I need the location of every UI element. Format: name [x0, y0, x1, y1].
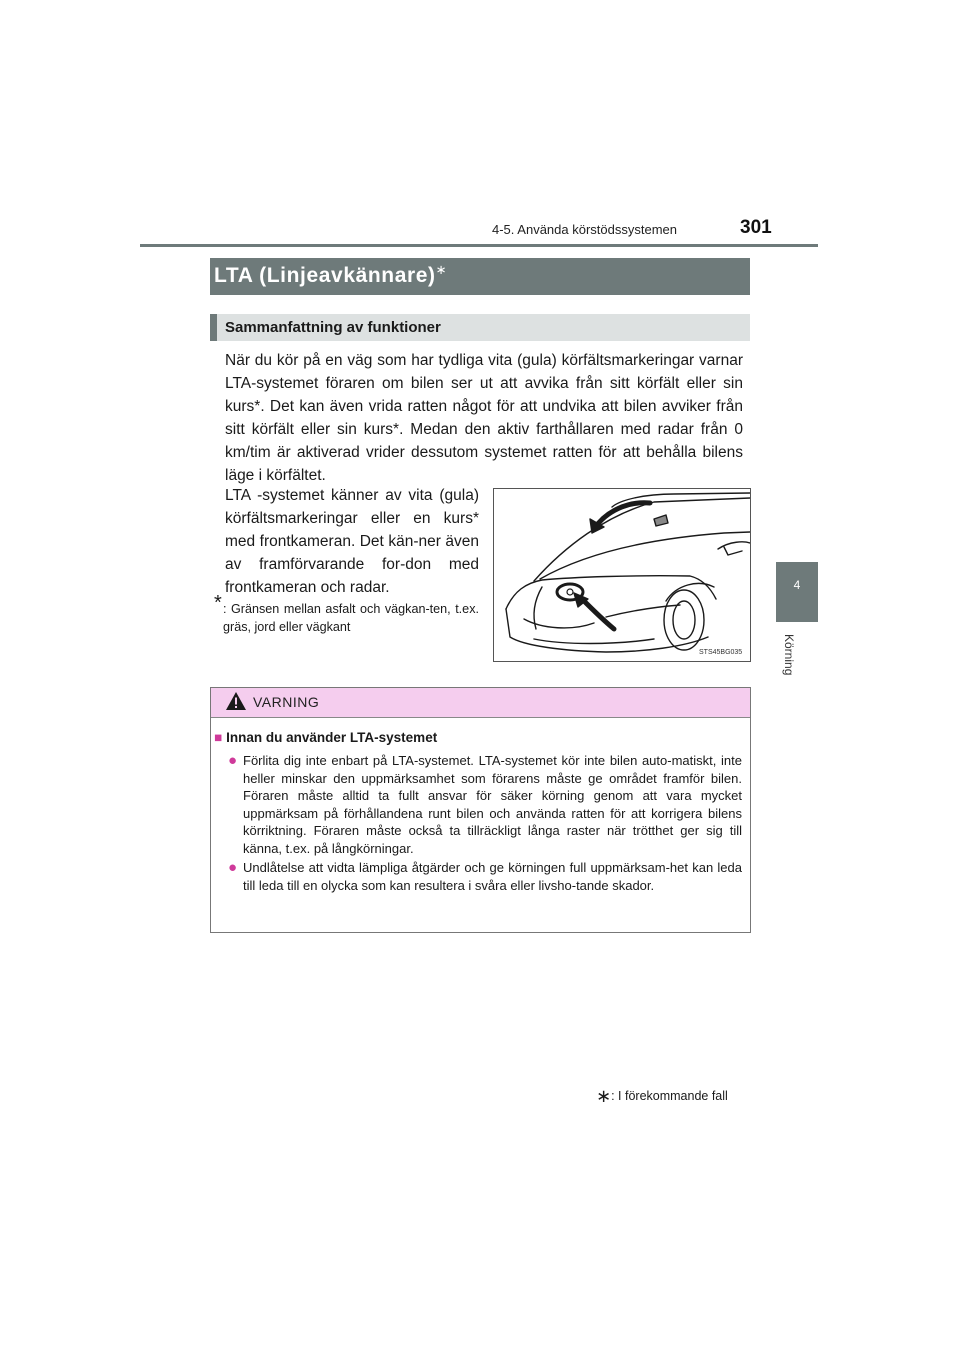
warning-bullet-text: Undlåtelse att vidta lämpliga åtgärder och ge körningen full uppmärksam-het kan leda till leda till en olycka som kan resultera i svåra eller livsho-tande skador. [243, 860, 742, 893]
warning-triangle-icon [225, 691, 247, 711]
warning-bullet-text: Förlita dig inte enbart på LTA-systemet. LTA-systemet kör inte bilen auto-matiskt, inte heller minskar den uppmärksamhet som förarens måste ge området framför bilen. Föraren måste alltid ta fullt ansvar för säker körning genom att vara mycket uppmärksam på förhållandena runt bilen och använda ratten för att korrigera bilens körriktning. Föraren måste också ta tillräckligt långa raster när trötthet ger sig till känna, t.ex. på långkörningar. [243, 753, 742, 856]
subsection-title: Sammanfattning av funktioner [225, 319, 441, 336]
page-title [214, 262, 447, 288]
bullet-dot-icon: ● [228, 859, 238, 876]
figure-code: STS45BG035 [699, 649, 743, 656]
subsection-accent [210, 314, 217, 341]
section-title: 4-5. Använda körstödssystemen [492, 222, 677, 237]
warning-heading [214, 730, 437, 745]
intro-paragraph: När du kör på en väg som har tydliga vita (gula) körfältsmarkeringar varnar LTA-systemet föraren om bilen ser ut att avvika från sitt körfält eller sin kurs*. Det kan även vrida ratten något för att undvika att bilen avviker från sitt körfält eller sin kurs*. Medan den aktiv farthållaren med radar från 0 km/tim är aktiverad vrider dessutom systemet ratten för att behålla bilens läge i körfältet. [225, 352, 743, 484]
chapter-label: Körning [782, 634, 796, 676]
chapter-number: 4 [793, 578, 801, 592]
page-title-text: LTA (Linjeavkännare) [214, 264, 436, 287]
warning-label: VARNING [253, 694, 320, 710]
warning-bullet [228, 859, 742, 894]
warning-heading-text: Innan du använder LTA-systemet [226, 730, 438, 745]
header-rule [140, 244, 818, 247]
bullet-dot-icon: ● [228, 752, 238, 769]
title-asterisk: ∗ [435, 262, 448, 277]
footnote [214, 592, 479, 636]
footnote-mark: * [214, 592, 222, 614]
chapter-tab [776, 562, 818, 622]
car-drawing-icon [494, 489, 750, 661]
bottom-note-text: : I förekommande fall [611, 1089, 728, 1103]
bottom-footnote [596, 1086, 728, 1107]
footnote-text: : Gränsen mellan asfalt och vägkan-ten, t.ex. gräs, jord eller vägkant [223, 602, 479, 634]
heading-square-icon: ■ [214, 730, 223, 745]
car-illustration [493, 488, 751, 662]
warning-bullet [228, 752, 742, 857]
page-number: 301 [740, 217, 772, 238]
bottom-note-mark: ∗ [596, 1086, 612, 1106]
side-paragraph: LTA -systemet känner av vita (gula) körfältsmarkeringar eller en kurs* med frontkameran. Det kän-ner även av framförvarande for-don med frontkameran och radar. [225, 487, 479, 596]
